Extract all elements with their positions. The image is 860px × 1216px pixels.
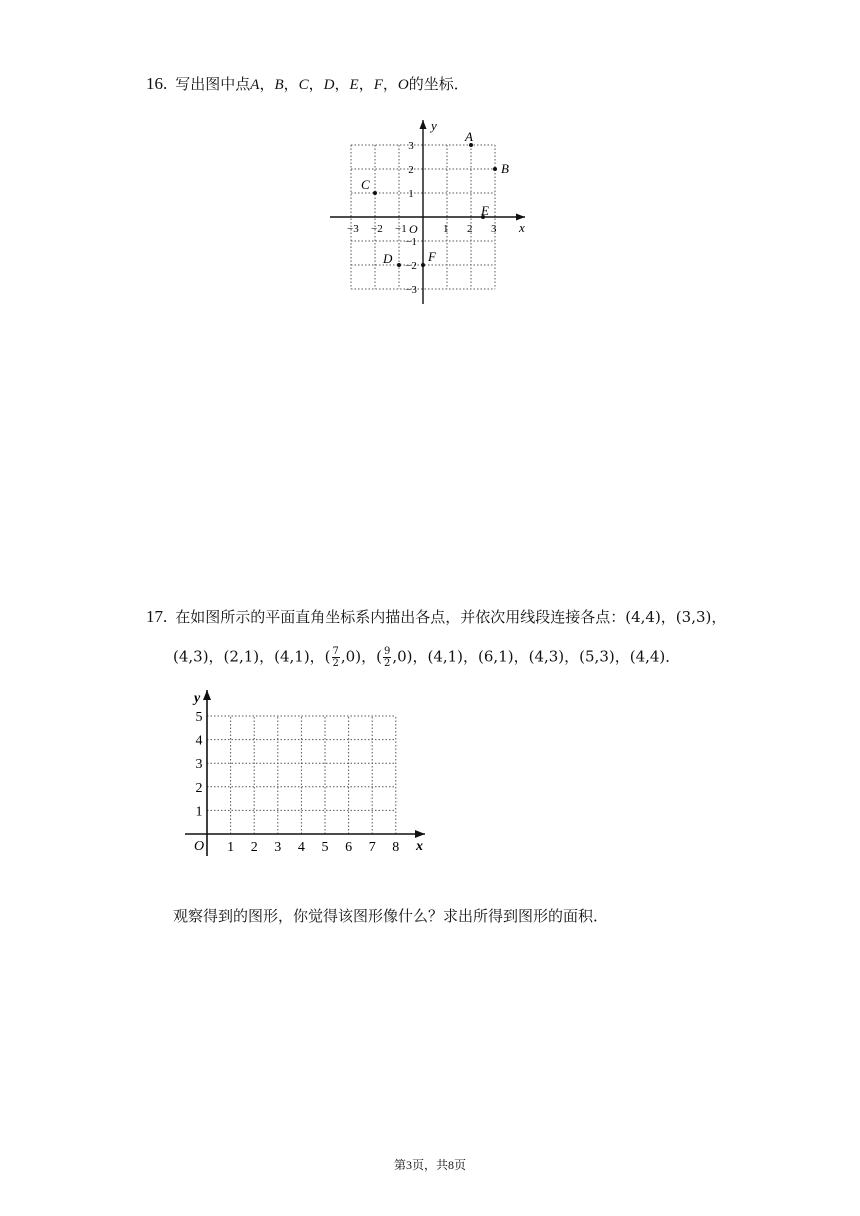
point-label-e: E — [481, 203, 489, 218]
point-letter: C — [298, 77, 309, 93]
point-letter: A — [250, 77, 260, 93]
y-axis-label: y — [431, 118, 437, 133]
x-tick-label: 7 — [368, 840, 376, 855]
fraction-denominator: 2 — [332, 658, 339, 669]
point-letter: D — [323, 77, 335, 93]
point-letter: F — [373, 77, 383, 93]
point-list — [250, 75, 408, 93]
question-number: 16. — [146, 74, 168, 93]
x-tick-label: 1 — [227, 840, 235, 855]
fraction-seven-halves — [332, 646, 340, 669]
y-axis-arrow — [203, 690, 211, 700]
coordinate-grid-17 — [180, 686, 440, 860]
point-label-a: A — [465, 129, 473, 144]
origin-label: O — [194, 839, 205, 854]
point-label-b: B — [501, 161, 509, 176]
y-tick-label: 2 — [408, 164, 414, 176]
x-tick-label: 1 — [443, 223, 449, 235]
page-footer: 第3页，共8页 — [393, 1158, 466, 1172]
point-label-d: D — [383, 251, 393, 266]
y-tick-label: −1 — [405, 236, 417, 248]
y-axis-arrow — [420, 120, 427, 129]
point-b — [493, 167, 497, 171]
y-tick-label: 5 — [195, 710, 203, 725]
x-tick-label: 6 — [345, 840, 353, 855]
x-tick-label: 8 — [392, 840, 400, 855]
separator: ， — [259, 75, 275, 93]
x-tick-label: −3 — [347, 223, 359, 235]
point-letter: E — [349, 77, 359, 93]
y-tick-label: 1 — [408, 188, 414, 200]
x-tick-label: 2 — [250, 840, 258, 855]
separator: ， — [283, 75, 299, 93]
y-tick-label: 3 — [195, 757, 203, 773]
x-tick-label: −2 — [371, 223, 383, 235]
question-16 — [146, 74, 469, 95]
point-d — [397, 263, 401, 267]
y-tick-label: 3 — [408, 140, 414, 152]
x-axis-arrow — [415, 830, 425, 838]
sub-question: 观察得到的图形，你觉得该图形像什么？求出所得到图形的面积． — [173, 907, 609, 925]
question-text-after: 的坐标． — [408, 75, 469, 93]
x-tick-label: −1 — [395, 223, 407, 235]
separator: ， — [382, 75, 398, 93]
point-label-f: F — [428, 249, 436, 264]
x-tick-label: 2 — [467, 223, 473, 235]
y-tick-label: 1 — [195, 804, 203, 820]
y-tick-label: 2 — [195, 780, 203, 796]
question-17-line-2 — [173, 646, 680, 669]
x-axis-label: x — [519, 220, 525, 235]
x-tick-label: 4 — [297, 840, 305, 855]
separator: ， — [334, 75, 350, 93]
y-tick-label: −2 — [405, 260, 417, 272]
coords-part-3: ,0)，(4,1)，(6,1)，(4,3)，(5,3)，(4,4)． — [392, 647, 681, 666]
question-line-1: 在如图所示的平面直角坐标系内描出各点，并依次用线段连接各点：(4,4)，(3,3)， — [175, 608, 727, 626]
question-17 — [146, 607, 726, 627]
question-number: 17. — [146, 607, 168, 626]
coords-part-1: (4,3)，(2,1)，(4,1)，( — [173, 647, 331, 666]
origin-label: O — [409, 222, 418, 236]
question-text-before: 写出图中点 — [175, 75, 251, 93]
fraction-denominator: 2 — [383, 658, 391, 669]
coordinate-graph-16 — [320, 112, 540, 312]
x-tick-label: 3 — [274, 840, 282, 855]
x-tick-label: 3 — [491, 223, 497, 235]
x-axis-label: x — [416, 839, 423, 854]
point-label-c: C — [361, 177, 370, 192]
separator: ， — [358, 75, 374, 93]
separator: ， — [308, 75, 324, 93]
y-tick-label: 4 — [195, 733, 203, 749]
fraction-numerator: 7 — [332, 646, 339, 657]
point-c — [373, 191, 377, 195]
y-axis-label: y — [194, 691, 201, 706]
fraction-nine-halves — [383, 646, 391, 669]
point-letter: O — [397, 77, 409, 93]
y-tick-label: −3 — [405, 284, 417, 296]
x-tick-label: 5 — [321, 840, 329, 855]
coords-part-2: ,0)，( — [340, 647, 382, 666]
point-f — [421, 263, 425, 267]
point-letter: B — [274, 77, 284, 93]
fraction-numerator: 9 — [383, 646, 391, 657]
